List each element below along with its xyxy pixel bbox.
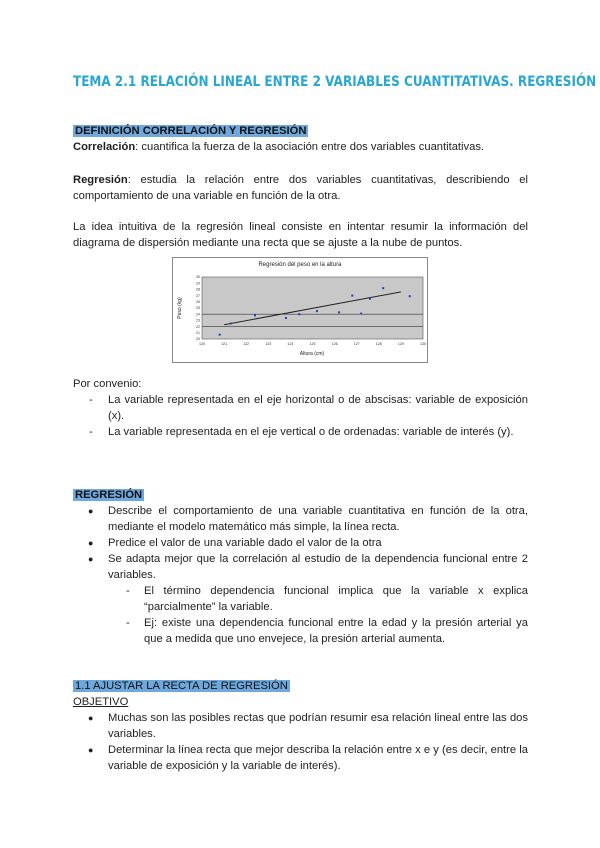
data-point: [409, 295, 411, 297]
y-tick-label: 24: [196, 312, 200, 317]
regresion-term: Regresión: [73, 174, 128, 186]
y-tick-label: 20: [196, 337, 200, 342]
list-item: - La variable representada en el eje horizontal o de abscisas: variable de exposición (x).: [73, 392, 528, 424]
data-point: [219, 334, 221, 336]
x-tick-label: 130: [420, 342, 426, 346]
correlacion-text: : cuantifica la fuerza de la asociación entre dos variables cuantitativas.: [135, 141, 485, 153]
list-item: ● Se adapta mejor que la correlación al estudio de la dependencia funcional entre 2 variables.: [73, 551, 528, 583]
data-point: [298, 313, 300, 315]
x-tick-label: 123: [265, 342, 272, 346]
y-tick-label: 23: [196, 318, 200, 323]
list-item: ● Determinar la línea recta que mejor describa la relación entre x e y (es decir, entre la variable de exposición y la variable de interés).: [73, 742, 528, 774]
y-tick-label: 26: [196, 300, 200, 304]
section-regresion-heading: [73, 487, 528, 503]
x-tick-label: 121: [221, 342, 228, 346]
convenio-list: [73, 392, 528, 440]
scatter-chart: [172, 257, 428, 363]
list-item: ● Predice el valor de una variable dado el valor de la otra: [73, 535, 528, 551]
data-point: [351, 295, 353, 297]
data-point: [285, 317, 287, 319]
section-definicion-heading: [73, 123, 528, 139]
x-tick-label: 127: [353, 342, 360, 346]
x-axis-label: Altura (cm): [299, 351, 325, 357]
idea-paragraph: La idea intuitiva de la regresión lineal consiste en intentar resumir la información del diagrama de dispersión mediante una recta que se ajuste a la nube de puntos.: [73, 221, 528, 249]
correlacion-term: Correlación: [73, 141, 136, 153]
data-point: [316, 310, 318, 312]
list-item: - Ej: existe una dependencia funcional entre la edad y la presión arterial ya que a medida que uno envejece, la presión arterial aumenta.: [73, 615, 528, 647]
y-tick-label: 21: [196, 331, 200, 335]
regresion-paragraph: [73, 172, 528, 204]
y-tick-label: 25: [196, 306, 200, 311]
list-item: ● Describe el comportamiento de una variable cuantitativa en función de la otra, mediante el modelo matemático más simple, la línea recta.: [73, 503, 528, 535]
objetivo-list-wrapper: [73, 710, 528, 774]
y-tick-label: 28: [196, 287, 200, 292]
data-point: [382, 287, 384, 289]
list-item: - La variable representada en el eje vertical o de ordenadas: variable de interés (y).: [73, 424, 528, 440]
section-heading-highlight: 1.1 AJUSTAR LA RECTA DE REGRESIÓN: [75, 680, 288, 692]
chart-title: Regresión del peso en la altura: [258, 262, 342, 268]
y-tick-label: 30: [196, 275, 200, 280]
y-tick-label: 27: [196, 293, 200, 298]
list-item: ● Muchas son las posibles rectas que podrían resumir esa relación lineal entre las dos variables.: [73, 710, 528, 742]
x-tick-label: 122: [243, 342, 250, 346]
objetivo-list: [73, 710, 528, 774]
x-tick-label: 126: [331, 342, 338, 346]
x-tick-label: 128: [375, 342, 382, 346]
x-tick-label: 129: [397, 342, 404, 346]
data-point: [338, 311, 340, 313]
y-tick-label: 22: [196, 324, 200, 329]
x-tick-label: 124: [287, 342, 294, 346]
regresion-list: [73, 503, 528, 583]
data-point: [230, 323, 232, 325]
y-axis-label: Peso (kg): [177, 297, 183, 319]
chart-svg: [172, 257, 428, 363]
objetivo-subheading: OBJETIVO: [73, 696, 129, 708]
list-item: - El término dependencia funcional implica que la variable x explica “parcialmente” la variable.: [73, 583, 528, 615]
page-title: TEMA 2.1 RELACIÓN LINEAL ENTRE 2 VARIABLES CUANTITATIVAS. REGRESIÓN: [73, 74, 597, 90]
data-point: [254, 314, 256, 316]
section-heading-highlight: DEFINICIÓN CORRELACIÓN Y REGRESIÓN: [75, 125, 307, 137]
section-ajustar-heading: [73, 678, 528, 694]
regresion-sublist: [73, 583, 528, 647]
data-point: [360, 313, 362, 315]
correlacion-paragraph: [73, 139, 528, 155]
x-tick-label: 120: [199, 342, 205, 346]
x-tick-label: 125: [309, 342, 316, 346]
y-tick-label: 29: [196, 281, 200, 286]
regresion-list-wrapper: [73, 503, 528, 647]
data-point: [369, 298, 371, 300]
section-heading-highlight: REGRESIÓN: [75, 489, 143, 501]
regresion-text: : estudia la relación entre dos variables cuantitativas, describiendo el comportamiento de una variable en función de la otra.: [73, 174, 528, 202]
convenio-list-wrapper: [73, 392, 528, 440]
convenio-label: Por convenio:: [73, 378, 142, 390]
